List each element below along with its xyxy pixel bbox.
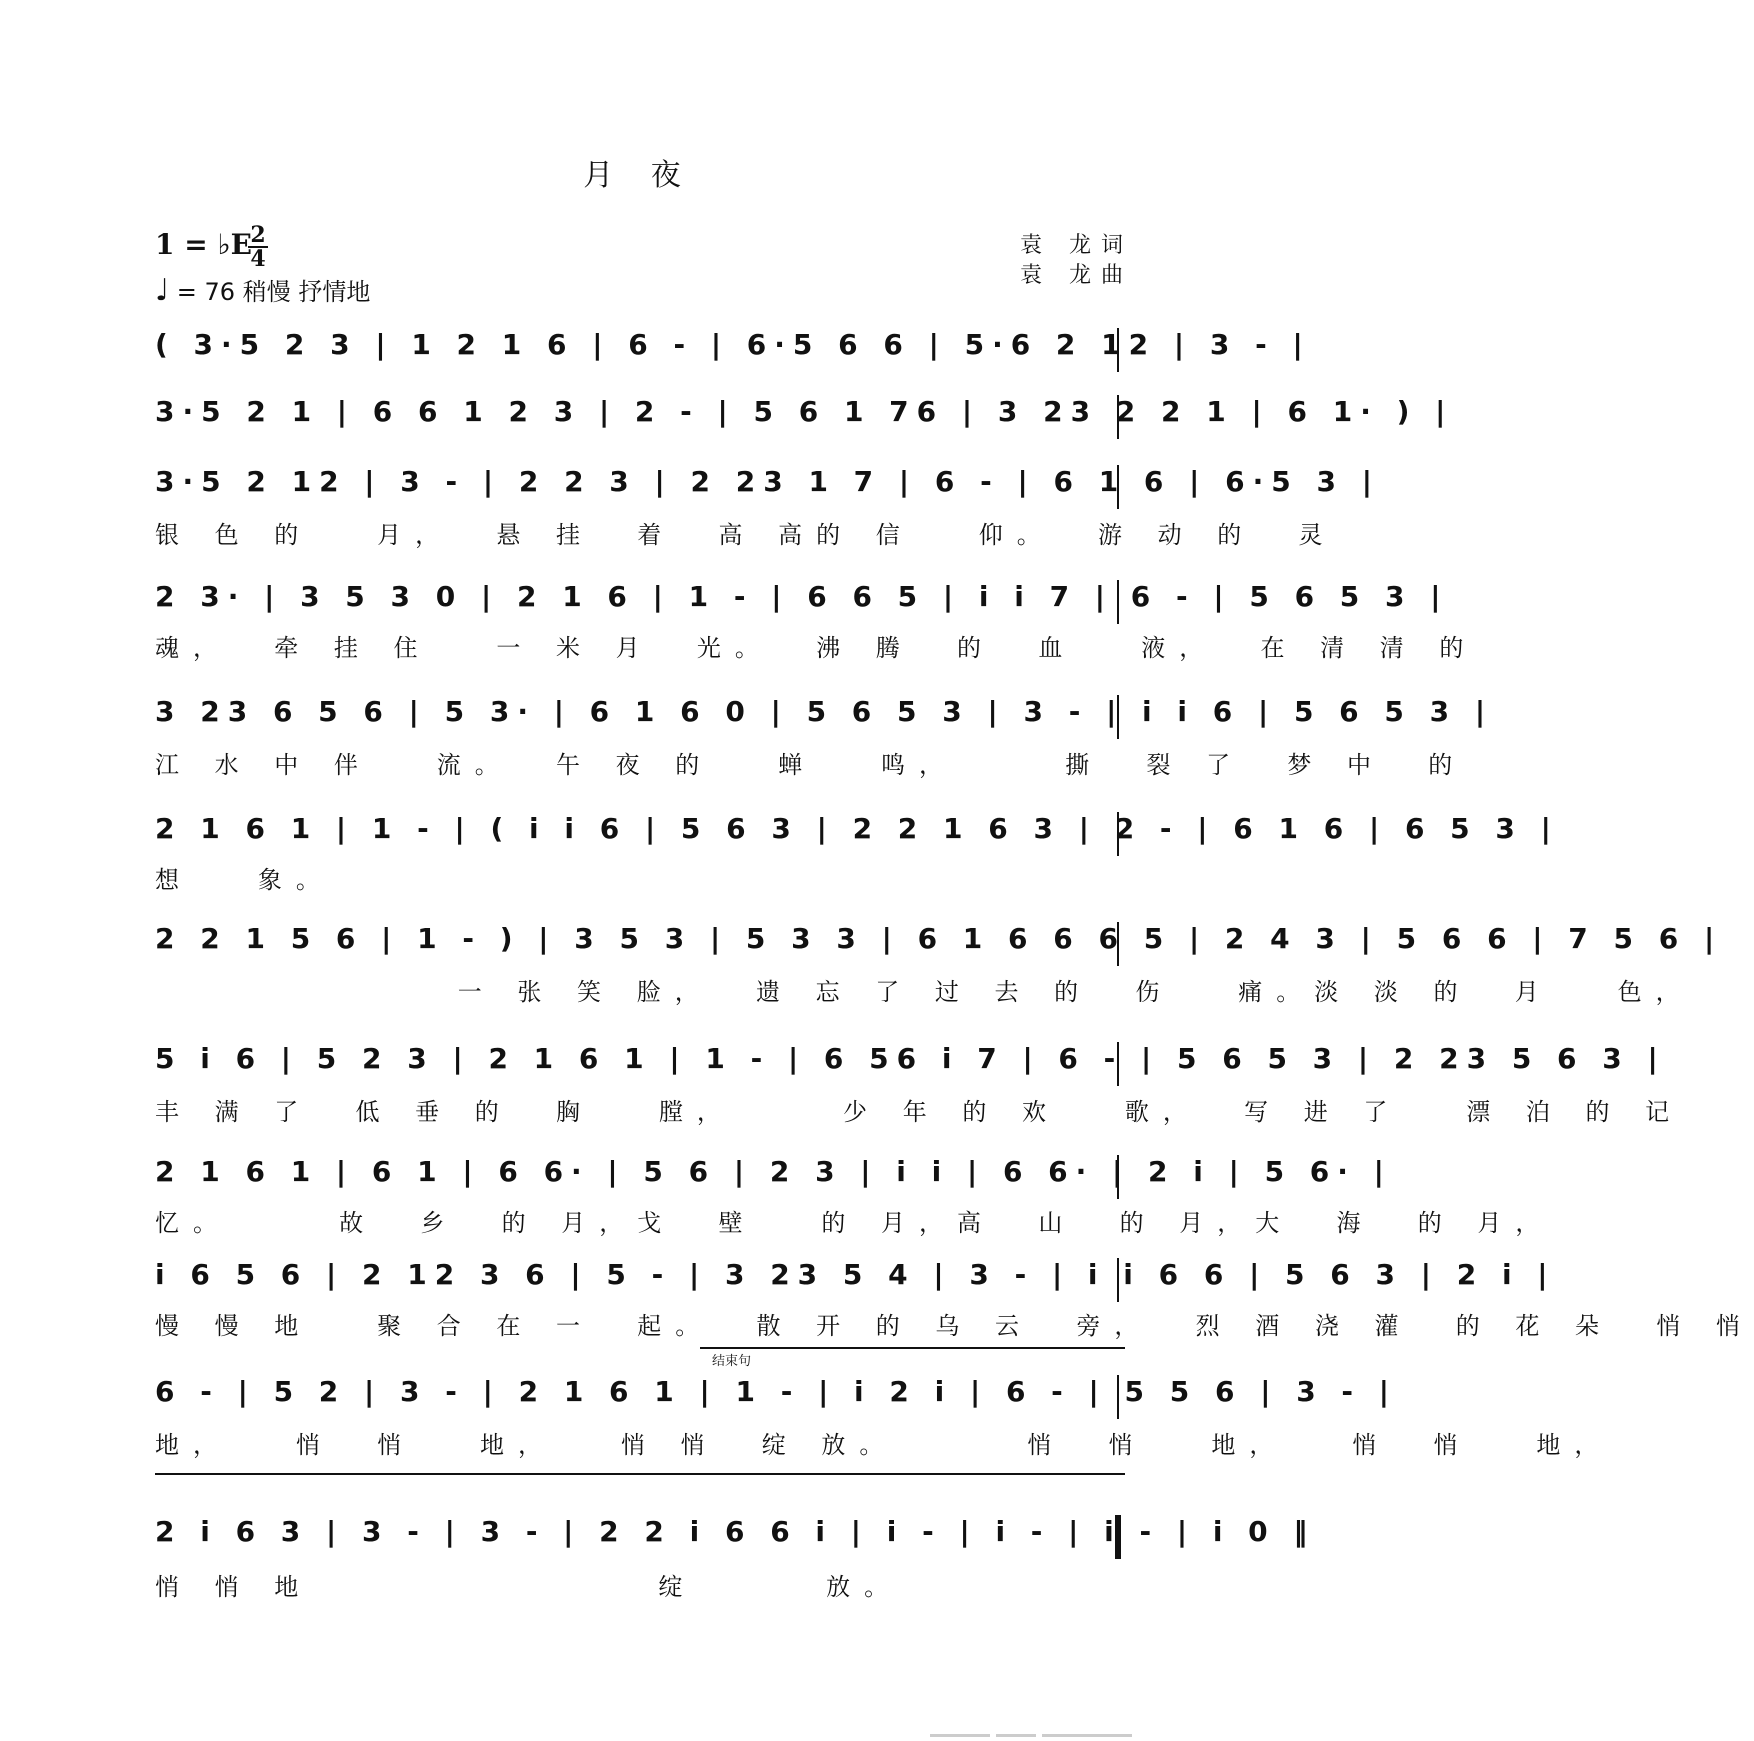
lyric-line: 悄 悄 地 绽 放。 [155,1573,903,1601]
barline [1117,328,1119,372]
lyric-line: 想 象。 [155,866,334,894]
tempo-text: = 76 稍慢 抒情地 [176,278,371,306]
notation-line: 6 - | 5 2 | 3 - | 2 1 6 1 | 1 - | i 2 i | 6 - | 5 5 6 | 3 - | [155,1375,1398,1408]
barline [1117,465,1119,509]
barline [1117,1375,1119,1419]
barline [1117,580,1119,624]
footer-watermark [930,1722,1230,1732]
final-barline [1115,1515,1121,1559]
lyricist-credit: 袁 龙词 [1020,233,1133,258]
barline [1117,812,1119,856]
notation-line: 2 i 6 3 | 3 - | 3 - | 2 2 i 6 6 i | i - | i - | i - | i 0 ‖ [155,1515,1316,1548]
barline [1117,695,1119,739]
tempo-marking [155,272,370,308]
lyric-line: 忆。 故 乡 的 月，戈 壁 的 月，高 山 的 月，大 海 的 月， [155,1209,1554,1237]
barline [1117,1042,1119,1086]
ending-label: 结束句 [712,1354,752,1369]
barline [1117,395,1119,439]
notation-line: 2 2 1 5 6 | 1 - ) | 3 5 3 | 5 3 3 | 6 1 6 6 6 5 | 2 4 3 | 5 6 6 | 7 5 6 | [155,922,1723,955]
notation-line: i 6 5 6 | 2 12 3 6 | 5 - | 3 23 5 4 | 3 - | i i 6 6 | 5 6 3 | 2 i | [155,1258,1556,1291]
barline [1117,922,1119,966]
time-signature [248,224,268,270]
quarter-note-icon: ♩ [155,273,170,308]
lyric-line: 魂， 牵 挂 住 一 米 月 光。 沸 腾 的 血 液， 在 清 清 的 [155,634,1478,662]
lyric-line: 慢 慢 地 聚 合 在 一 起。 散 开 的 乌 云 旁， 烈 酒 浇 灌 的 花 朵 悄 悄 [155,1312,1754,1340]
lyric-line: 银 色 的 月， 悬 挂 着 高 高的 信 仰。 游 动 的 灵 [155,521,1337,549]
notation-line: 2 3· | 3 5 3 0 | 2 1 6 | 1 - | 6 6 5 | i i 7 | 6 - | 5 6 5 3 | [155,580,1449,613]
notation-line: 3·5 2 12 | 3 - | 2 2 3 | 2 23 1 7 | 6 - | 6 1 6 | 6·5 3 | [155,465,1380,498]
notation-line: 3 23 6 5 6 | 5 3· | 6 1 6 0 | 5 6 5 3 | 3 - | i i 6 | 5 6 5 3 | [155,695,1494,728]
lyric-line: 丰 满 了 低 垂 的 胸 膛， 少 年 的 欢 歌， 写 进 了 漂 泊 的 记 [155,1098,1684,1126]
barline [1117,1258,1119,1302]
notation-line: ( 3·5 2 3 | 1 2 1 6 | 6 - | 6·5 6 6 | 5·6 2 12 | 3 - | [155,328,1311,361]
song-title: 月 夜 [583,158,695,193]
key-signature: 1 = ♭E [155,228,252,261]
lyric-line: 地， 悄 悄 地， 悄 悄 绽 放。 悄 悄 地， 悄 悄 地， [155,1431,1613,1459]
notation-line: 3·5 2 1 | 6 6 1 2 3 | 2 - | 5 6 1 76 | 3 23 2 2 1 | 6 1· ) | [155,395,1454,428]
ending-bracket-lower [155,1473,1125,1475]
ending-bracket [700,1347,1125,1349]
composer-credit: 袁 龙曲 [1020,263,1133,288]
lyric-line: 一 张 笑 脸， 遗 忘 了 过 去 的 伤 痛。淡 淡 的 月 色， [155,978,1694,1006]
notation-line: 2 1 6 1 | 6 1 | 6 6· | 5 6 | 2 3 | i i | 6 6· | 2 i | 5 6· | [155,1155,1392,1188]
time-signature-bottom: 4 [250,246,266,272]
lyric-line: 江 水 中 伴 流。 午 夜 的 蝉 鸣， 撕 裂 了 梦 中 的 [155,751,1467,779]
barline [1117,1155,1119,1199]
time-signature-top: 2 [250,222,266,248]
notation-line: 2 1 6 1 | 1 - | ( i i 6 | 5 6 3 | 2 2 1 6 3 | 2 - | 6 1 6 | 6 5 3 | [155,812,1559,845]
notation-line: 5 i 6 | 5 2 3 | 2 1 6 1 | 1 - | 6 56 i 7 | 6 - | 5 6 5 3 | 2 23 5 6 3 | [155,1042,1666,1075]
